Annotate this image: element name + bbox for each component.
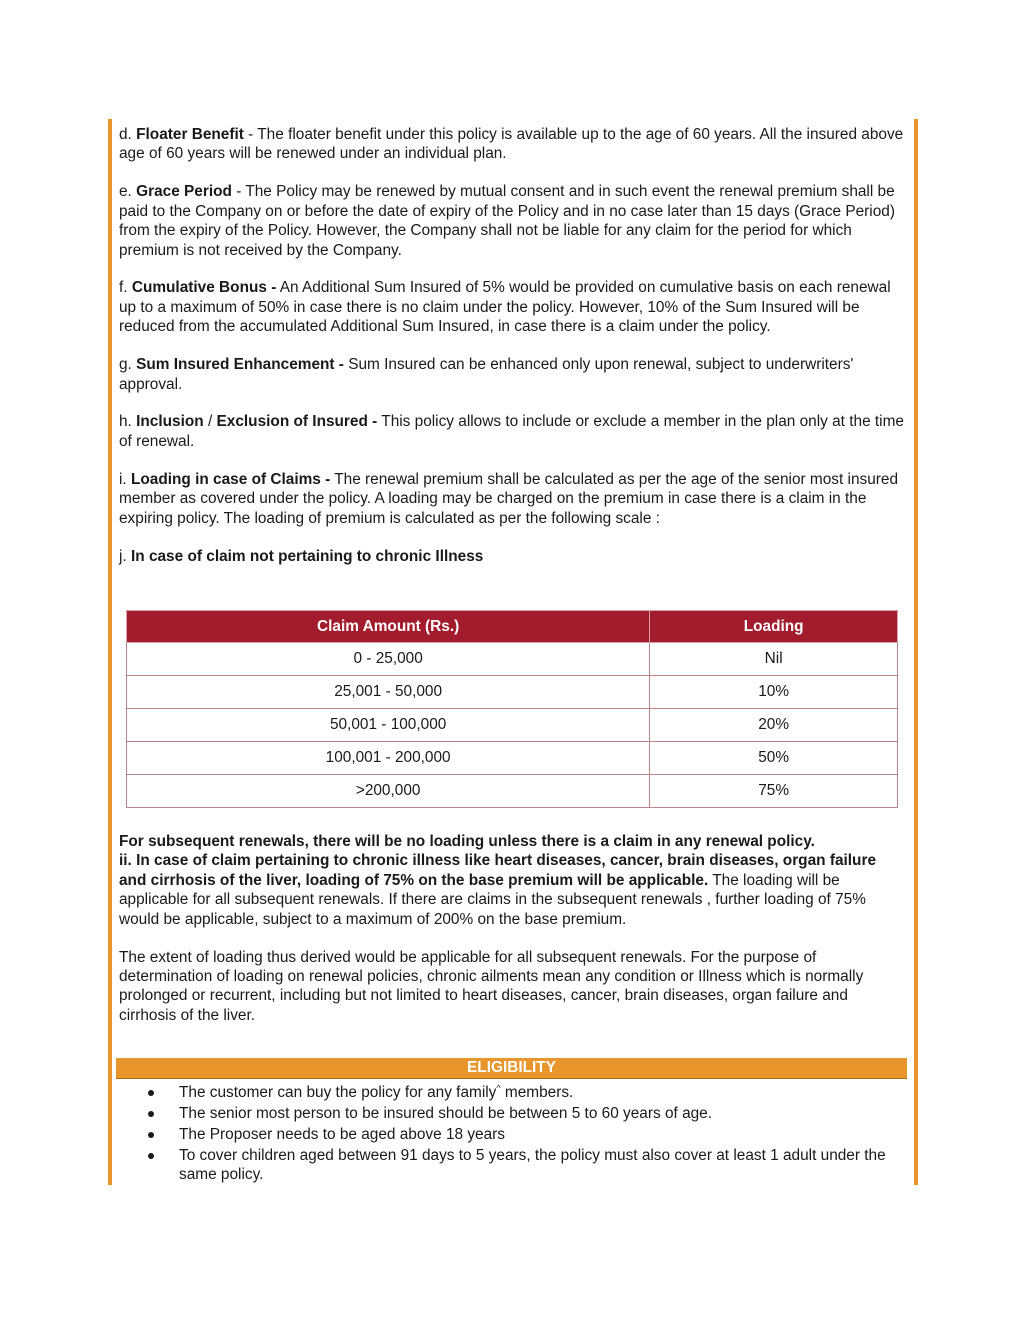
para-title: Inclusion — [136, 413, 204, 431]
bullet-icon — [148, 1153, 154, 1159]
bold-statement: For subsequent renewals, there will be no loading unless there is a claim in any renewal policy. — [119, 833, 815, 850]
para-title: Exclusion of Insured - — [216, 413, 378, 431]
para-prefix: d. — [119, 126, 137, 143]
paragraph-cumulative-bonus — [119, 278, 905, 336]
cell-loading: 50% — [650, 742, 898, 775]
paragraph-chronic-definition: The extent of loading thus derived would be applicable for all subsequent renewals. For the purpose of determination of loading on renewal policies, chronic ailments mean any condition or Illness which is normally prolonged or recurrent, including but not limited to heart diseases, cancer, brain diseases, organ failure and cirrhosis of the liver. — [119, 948, 864, 1024]
caret-mark: ^ — [496, 1083, 501, 1093]
para-prefix: i. — [119, 470, 131, 488]
para-text: The floater benefit under this policy is available up to the age of 60 years. All the insured above age of 60 years will be renewed under an individual plan. — [119, 126, 904, 163]
list-item — [119, 1125, 905, 1144]
bullet-icon — [148, 1090, 154, 1096]
para-slash: / — [203, 413, 217, 431]
paragraph-floater-benefit — [119, 125, 905, 164]
para-title: In case of claim not pertaining to chronic Illness — [130, 547, 484, 565]
table-row — [127, 709, 898, 742]
cell-claim-amount: 50,001 - 100,000 — [127, 709, 650, 742]
para-prefix: f. — [119, 279, 132, 297]
para-prefix: j. — [119, 547, 131, 565]
para-prefix: g. — [119, 356, 137, 374]
right-margin-bar — [914, 119, 918, 1185]
paragraph-loading-claims — [119, 470, 905, 528]
list-item — [119, 1083, 905, 1102]
para-text: The loading will be applicable for all subsequent renewals. If there are claims in the subsequent renewals , further loading of 75% would be applicable, subject to a maximum of 200% on the base premium. — [119, 871, 866, 928]
table-row — [127, 643, 898, 676]
left-margin-bar — [108, 119, 112, 1185]
para-title: Loading in case of Claims - — [130, 470, 331, 488]
cell-loading: Nil — [650, 643, 898, 676]
eligibility-header: ELIGIBILITY — [116, 1058, 907, 1078]
cell-loading: 10% — [650, 676, 898, 709]
list-item — [119, 1146, 905, 1185]
para-prefix: e. — [119, 183, 137, 201]
paragraph-sum-insured-enhancement — [119, 355, 905, 394]
item-text: To cover children aged between 91 days to 5 years, the policy must also cover at least 1 adult under the same policy. — [179, 1146, 886, 1184]
column-header-loading: Loading — [650, 611, 898, 643]
item-text: The senior most person to be insured should be between 5 to 60 years of age. — [179, 1104, 713, 1122]
subsequent-renewals-section — [119, 832, 905, 1044]
column-header-claim-amount: Claim Amount (Rs.) — [127, 611, 650, 643]
paragraph-grace-period — [119, 182, 905, 260]
cell-loading: 20% — [650, 709, 898, 742]
cell-claim-amount: >200,000 — [127, 775, 650, 808]
item-text: The customer can buy the policy for any family — [179, 1084, 497, 1101]
para-sep: - — [231, 183, 246, 201]
eligibility-list — [119, 1083, 905, 1186]
para-text: The renewal premium shall be calculated as per the age of the senior most insured member as covered under the policy. A loading may be charged on the premium in case there is a claim in the expiring policy. The loading of premium is calculated as per the following scale : — [119, 470, 899, 527]
para-title: Floater Benefit — [136, 126, 244, 143]
policy-terms-section — [119, 125, 905, 584]
cell-claim-amount: 0 - 25,000 — [127, 643, 650, 676]
para-sep: - — [243, 126, 258, 143]
bold-statement: ii. In case of claim pertaining to chronic illness like heart diseases, cancer, brain diseases, organ failure and cirrhosis of the liver, loading of 75% on the base premium will be applicable. — [119, 852, 877, 889]
para-prefix: h. — [119, 413, 137, 431]
paragraph-non-chronic-heading — [119, 547, 905, 566]
table-row — [127, 742, 898, 775]
para-text: An Additional Sum Insured of 5% would be provided on cumulative basis on each renewal up to a maximum of 50% in case there is no claim under the policy. However, 10% of the Sum Insured will be reduced from the accumulated Additional Sum Insured, in case there is a claim under the policy. — [119, 279, 891, 336]
item-text: The Proposer needs to be aged above 18 years — [179, 1125, 505, 1143]
loading-table — [126, 610, 898, 808]
paragraph-inclusion-exclusion — [119, 412, 905, 451]
table-row — [127, 775, 898, 808]
paragraph-chronic-loading — [119, 832, 905, 929]
para-text: This policy allows to include or exclude a member in the plan only at the time of renewal. — [119, 413, 904, 450]
table-row — [127, 676, 898, 709]
bullet-icon — [148, 1111, 154, 1117]
list-item — [119, 1104, 905, 1123]
cell-loading: 75% — [650, 775, 898, 808]
para-text: Sum Insured can be enhanced only upon renewal, subject to underwriters' approval. — [119, 356, 854, 393]
para-title: Cumulative Bonus - — [131, 279, 277, 297]
para-text: The Policy may be renewed by mutual consent and in such event the renewal premium shall be paid to the Company on or before the date of expiry of the Policy and in no case later than 15 days (Grace Period) from the expiry of the Policy. However, the Company shall not be liable for any claim for the period for which premium is not received by the Company. — [119, 183, 895, 259]
bullet-icon — [148, 1132, 154, 1138]
cell-claim-amount: 25,001 - 50,000 — [127, 676, 650, 709]
cell-claim-amount: 100,001 - 200,000 — [127, 742, 650, 775]
table-header-row — [127, 611, 898, 643]
para-title: Grace Period — [136, 183, 232, 201]
para-title: Sum Insured Enhancement - — [136, 356, 344, 374]
item-text: members. — [500, 1084, 574, 1101]
